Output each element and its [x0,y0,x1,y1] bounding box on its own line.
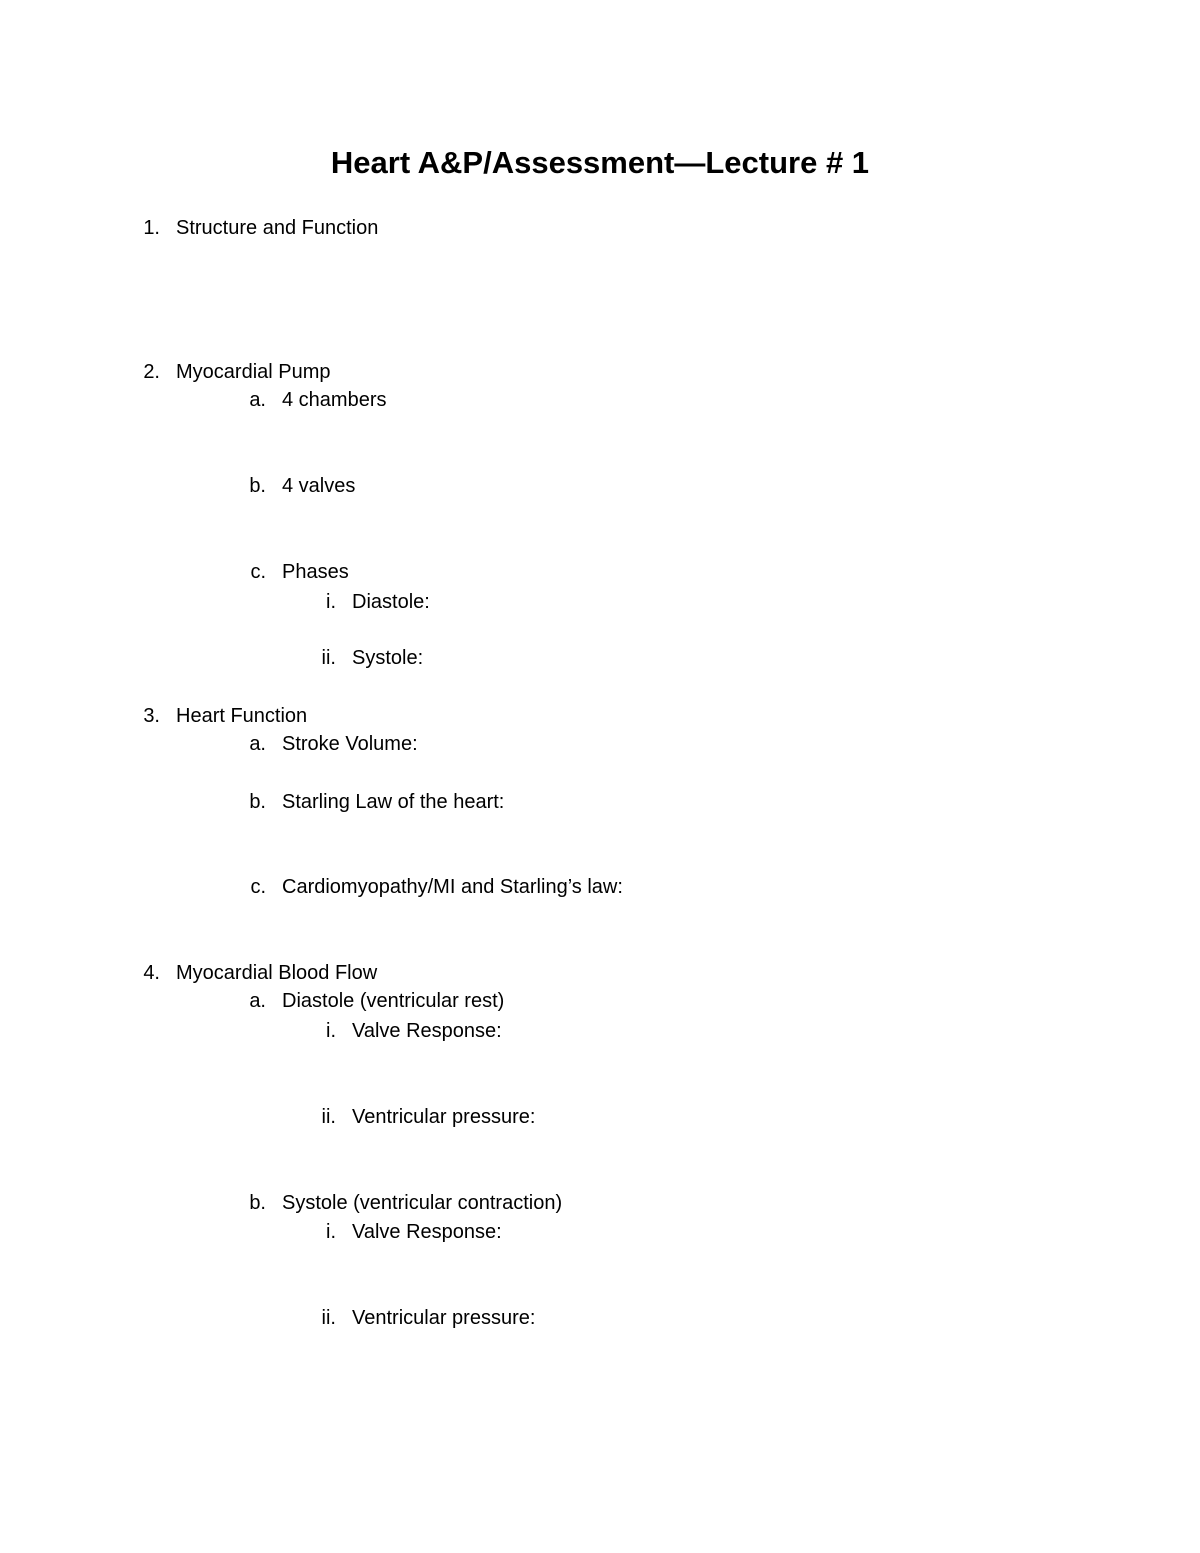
outline-text: Valve Response: [352,1221,502,1243]
outline-text: Structure and Function [176,217,379,239]
outline-text: Diastole (ventricular rest) [282,990,505,1012]
outline-text: Diastole: [352,591,430,613]
outline-text: 4 valves [282,475,356,497]
outline-text: Starling Law of the heart: [282,791,505,813]
outline-marker: b. [249,791,266,813]
outline-marker: a. [249,990,266,1012]
outline-text: Systole (ventricular contraction) [282,1192,563,1214]
outline-marker: 3. [143,705,160,727]
outline-marker: b. [249,1192,266,1214]
outline-text: Systole: [352,647,424,669]
outline-marker: a. [249,733,266,755]
outline-text: Myocardial Pump [176,361,331,383]
outline-marker: i. [326,1020,336,1042]
outline-text: Phases [282,561,349,583]
outline-marker: ii. [321,647,336,669]
outline-text: Valve Response: [352,1020,502,1042]
outline-text: Heart Function [176,705,308,727]
outline-marker: i. [326,1221,336,1243]
outline-text: Ventricular pressure: [352,1307,536,1329]
page-title: Heart A&P/Assessment—Lecture # 1 [330,145,870,180]
outline-marker: a. [249,389,266,411]
outline-text: Cardiomyopathy/MI and Starling’s law: [282,876,623,898]
outline-text: Ventricular pressure: [352,1106,536,1128]
outline-marker: ii. [321,1106,336,1128]
outline-marker: ii. [321,1307,336,1329]
outline-marker: 1. [143,217,160,239]
outline-text: 4 chambers [282,389,387,411]
outline-marker: i. [326,591,336,613]
outline-marker: c. [250,876,266,898]
outline-marker: 4. [143,962,160,984]
outline-marker: 2. [143,361,160,383]
outline-text: Myocardial Blood Flow [176,962,378,984]
outline-marker: b. [249,475,266,497]
outline-text: Stroke Volume: [282,733,418,755]
outline-marker: c. [250,561,266,583]
